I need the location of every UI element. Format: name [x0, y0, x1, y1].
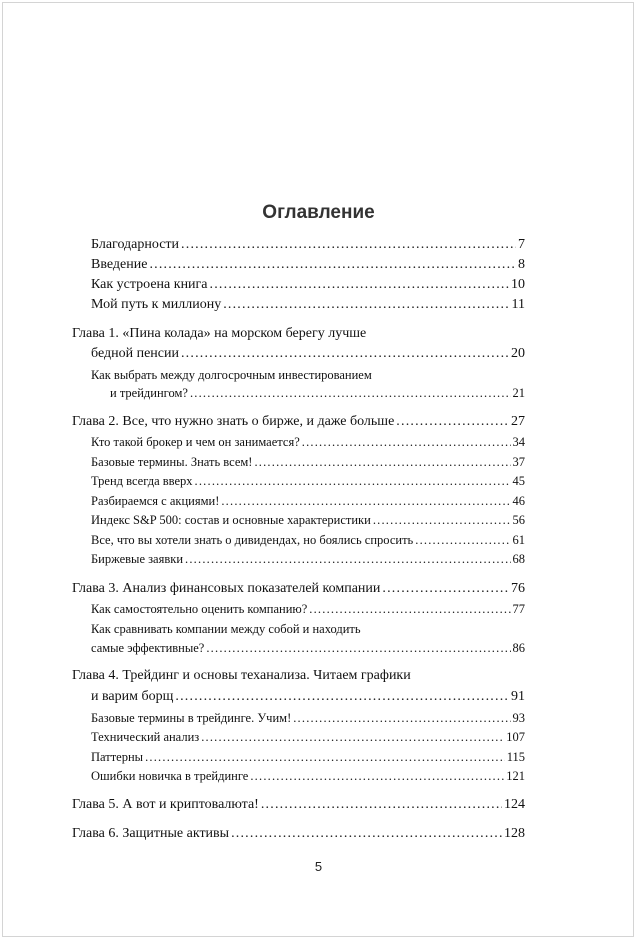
toc-entry-acknowledgements[interactable]: Благодарности ..... 7	[91, 237, 525, 253]
chapter-4-section-4[interactable]: Ошибки новичка в трейдинге ..... 121	[91, 769, 525, 784]
chapter-3-section-2-line1[interactable]: Как сравнивать компании между собой и находить	[91, 622, 361, 636]
chapter-2-section-4[interactable]: Разбираемся с акциями! ..... 46	[91, 494, 525, 509]
chapter-1-title-line1[interactable]: Глава 1. «Пина колада» на морском берегу лучше	[72, 326, 367, 341]
chapter-3-section-1[interactable]: Как самостоятельно оценить компанию? ..... 77	[91, 602, 525, 617]
toc-entry-introduction[interactable]: Введение ..... 8	[91, 257, 525, 273]
chapter-2-entry[interactable]: Глава 2. Все, что нужно знать о бирже, и даже больше ..... 27	[72, 414, 525, 430]
chapter-4-entry[interactable]: и варим борщ ..... 91	[91, 689, 525, 705]
chapter-2-section-6[interactable]: Все, что вы хотели знать о дивидендах, но боялись спросить ..... 61	[91, 533, 525, 548]
chapter-4-title-line1[interactable]: Глава 4. Трейдинг и основы теханализа. Читаем графики	[72, 668, 411, 683]
chapter-3-section-2[interactable]: самые эффективные? ..... 86	[91, 641, 525, 656]
chapter-4-section-3[interactable]: Паттерны ..... 115	[91, 750, 525, 765]
chapter-4-section-1[interactable]: Базовые термины в трейдинге. Учим! ..... 93	[91, 711, 525, 726]
chapter-3-entry[interactable]: Глава 3. Анализ финансовых показателей компании ..... 76	[72, 581, 525, 597]
chapter-2-section-1[interactable]: Кто такой брокер и чем он занимается? ..... 34	[91, 435, 525, 450]
chapter-1-entry[interactable]: бедной пенсии ..... 20	[91, 346, 525, 362]
chapter-2-section-5[interactable]: Индекс S&P 500: состав и основные характеристики ..... 56	[91, 513, 525, 528]
chapter-1-section-1-line1[interactable]: Как выбрать между долгосрочным инвестированием	[91, 368, 372, 382]
chapter-5-entry[interactable]: Глава 5. А вот и криптовалюта! ..... 124	[72, 797, 525, 813]
page-title: Оглавление	[262, 202, 375, 223]
chapter-2-section-3[interactable]: Тренд всегда вверх ..... 45	[91, 474, 525, 489]
toc-entry-my-path[interactable]: Мой путь к миллиону ..... 11	[91, 297, 525, 313]
page-number: 5	[314, 859, 323, 874]
toc-entry-book-structure[interactable]: Как устроена книга ..... 10	[91, 277, 525, 293]
chapter-2-section-7[interactable]: Биржевые заявки ..... 68	[91, 552, 525, 567]
chapter-6-entry[interactable]: Глава 6. Защитные активы ..... 128	[72, 826, 525, 842]
chapter-2-section-2[interactable]: Базовые термины. Знать всем! ..... 37	[91, 455, 525, 470]
chapter-4-section-2[interactable]: Технический анализ ..... 107	[91, 730, 525, 745]
chapter-1-section-1[interactable]: и трейдингом? ..... 21	[110, 386, 525, 401]
